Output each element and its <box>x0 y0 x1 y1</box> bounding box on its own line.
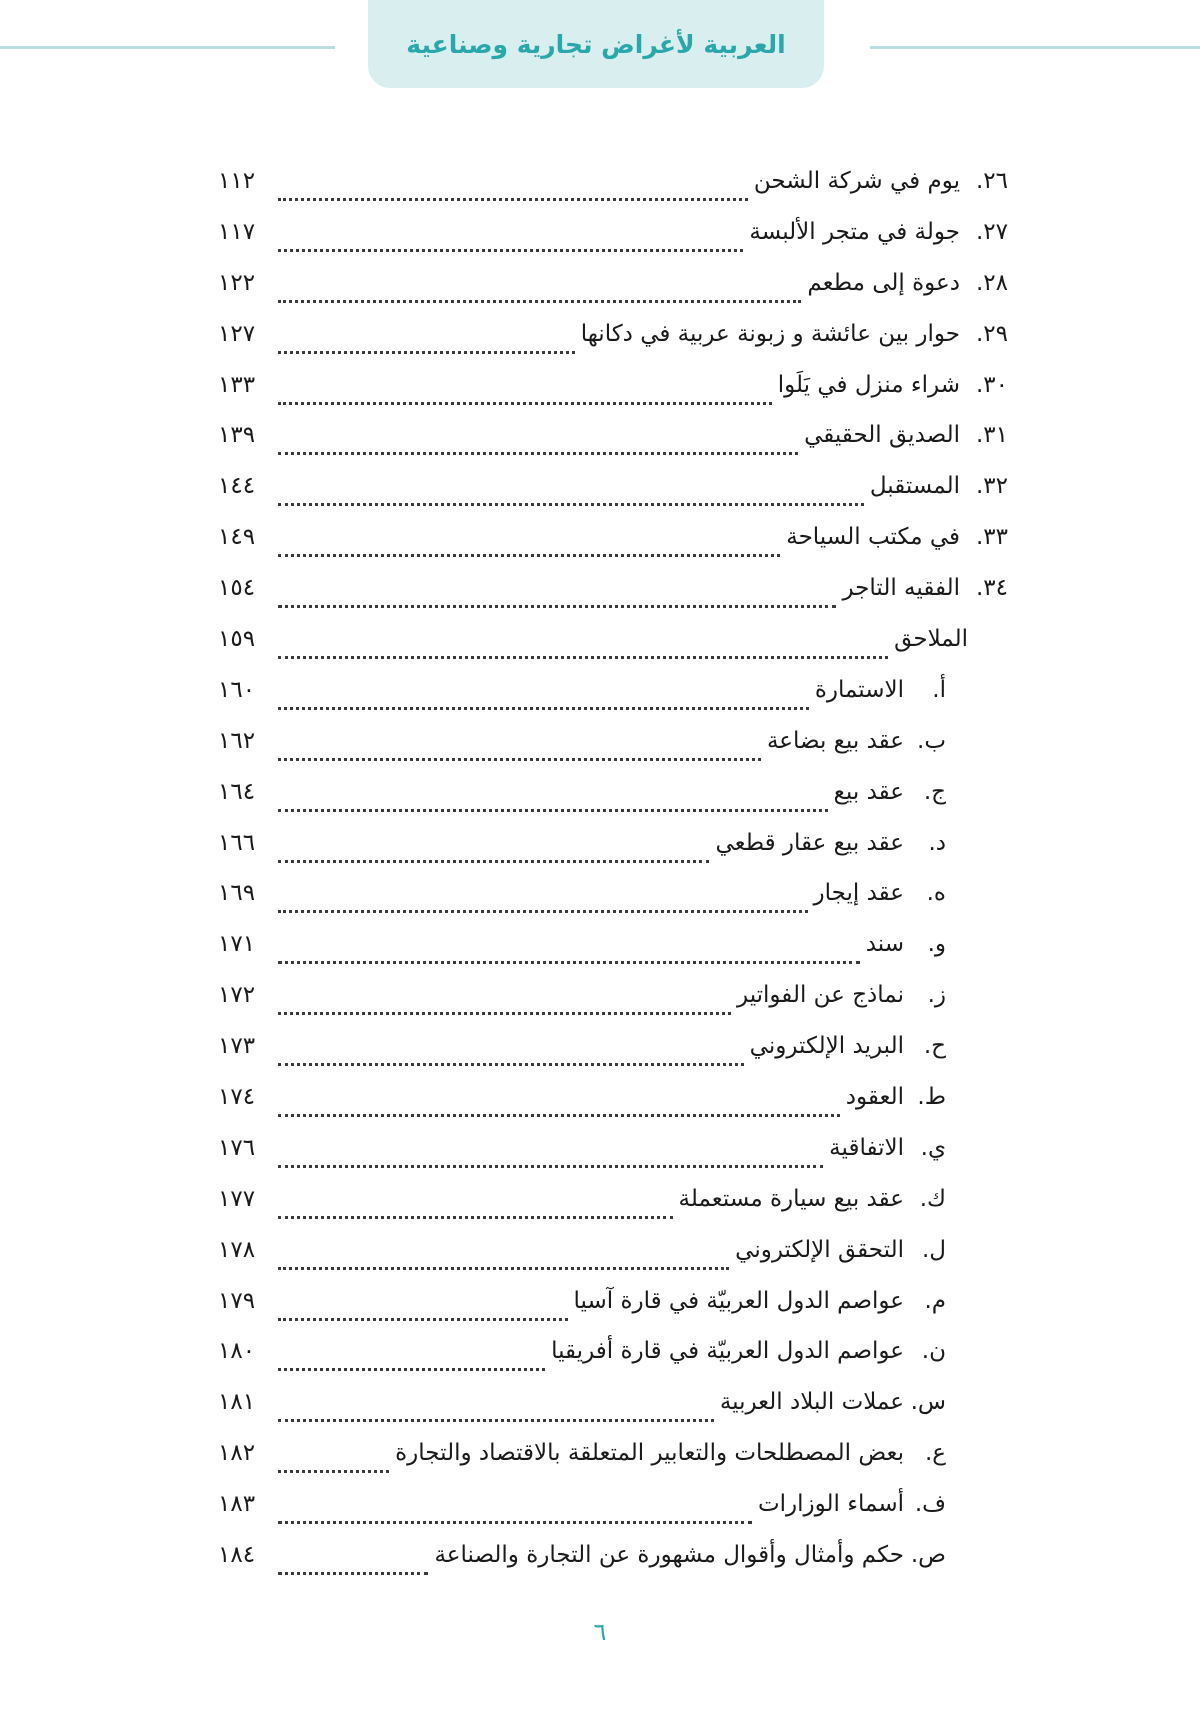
toc-entry-title: جولة في متجر الألبسة <box>749 218 960 245</box>
toc-entry[interactable] <box>218 321 1008 372</box>
toc-entry[interactable] <box>218 982 1008 1033</box>
dot-leader <box>278 1521 752 1524</box>
dot-leader <box>278 1216 673 1219</box>
dot-leader <box>278 860 709 863</box>
dot-leader <box>278 503 864 506</box>
dot-leader <box>278 452 798 455</box>
toc-entry-page: ١٧٨ <box>218 1236 256 1263</box>
dot-leader <box>278 809 828 812</box>
toc-entry[interactable] <box>218 626 1008 677</box>
toc-entry[interactable] <box>218 270 1008 321</box>
toc-entry-number: ف. <box>914 1491 946 1518</box>
toc-entry-page: ١٦٢ <box>218 727 256 754</box>
toc-entry-title: عقد بيع سيارة مستعملة <box>678 1185 904 1212</box>
toc-entry[interactable] <box>218 575 1008 626</box>
toc-entry-number: ه. <box>926 880 946 907</box>
toc-entry-page: ١٦٠ <box>218 676 256 703</box>
toc-entry-page: ١٧٢ <box>218 982 256 1009</box>
toc-entry-title: عملات البلاد العربية <box>719 1389 904 1416</box>
toc-entry-page: ١٦٦ <box>218 829 256 856</box>
toc-entry-title: دعوة إلى مطعم <box>807 269 960 296</box>
toc-entry-page: ١٨٣ <box>218 1491 256 1518</box>
toc-entry-page: ١٧٧ <box>218 1185 256 1212</box>
toc-entry[interactable] <box>218 1288 1008 1339</box>
toc-entry-title: الاتفاقية <box>829 1134 904 1161</box>
toc-entry[interactable] <box>218 1084 1008 1135</box>
dot-leader <box>278 351 575 354</box>
toc-entry[interactable] <box>218 779 1008 830</box>
dot-leader <box>278 1063 744 1066</box>
book-title: العربية لأغراض تجارية وصناعية <box>406 29 786 59</box>
toc-entry[interactable] <box>218 1135 1008 1186</box>
toc-entry[interactable] <box>218 880 1008 931</box>
toc-entry-number: ٣٤. <box>975 575 1008 602</box>
toc-entry-page: ١٨٤ <box>218 1542 256 1569</box>
toc-entry[interactable] <box>218 219 1008 270</box>
running-header <box>368 0 824 88</box>
toc-entry[interactable] <box>218 1338 1008 1389</box>
toc-entry[interactable] <box>218 1237 1008 1288</box>
toc-entry-number: ع. <box>924 1440 946 1467</box>
dot-leader <box>278 1368 545 1371</box>
toc-entry[interactable] <box>218 1491 1008 1542</box>
toc-entry-title: أسماء الوزارات <box>757 1491 904 1518</box>
toc-entry-title: حكم وأمثال وأقوال مشهورة عن التجارة والصناعة <box>434 1542 904 1569</box>
toc-entry-page: ١٥٤ <box>218 575 256 602</box>
toc-entry-number: ٣٢. <box>975 473 1008 500</box>
toc-entry-number: ك. <box>919 1185 946 1212</box>
dot-leader <box>278 605 836 608</box>
table-of-contents <box>218 168 1008 1602</box>
toc-entry-number: س. <box>910 1389 946 1416</box>
toc-entry-number: ٢٨. <box>975 269 1008 296</box>
toc-entry-page: ١٥٩ <box>218 626 256 653</box>
dot-leader <box>278 249 743 252</box>
toc-entry-number: ل. <box>921 1236 946 1263</box>
toc-entry-title: نماذج عن الفواتير <box>737 982 904 1009</box>
toc-entry[interactable] <box>218 168 1008 219</box>
toc-entry-page: ١٢٧ <box>218 320 256 347</box>
toc-entry[interactable] <box>218 677 1008 728</box>
toc-entry-page: ١٧١ <box>218 931 256 958</box>
dot-leader <box>278 1267 729 1270</box>
toc-entry[interactable] <box>218 473 1008 524</box>
toc-entry[interactable] <box>218 524 1008 575</box>
dot-leader <box>278 758 761 761</box>
toc-entry[interactable] <box>218 1186 1008 1237</box>
toc-entry-number: ٣٠. <box>975 371 1008 398</box>
toc-entry-number: أ. <box>932 676 946 703</box>
toc-entry-title: المستقبل <box>869 473 960 500</box>
toc-entry-title: عقد بيع بضاعة <box>766 727 904 754</box>
toc-entry-number: ن. <box>921 1338 946 1365</box>
toc-entry-page: ١٣٩ <box>218 422 256 449</box>
toc-entry-title: يوم في شركة الشحن <box>753 168 960 194</box>
header-rule-left <box>0 46 335 49</box>
toc-entry-page: ١٣٣ <box>218 371 256 398</box>
toc-entry-page: ١٧٤ <box>218 1084 256 1111</box>
toc-entry-title: في مكتب السياحة <box>786 524 960 551</box>
toc-entry-page: ١١٧ <box>218 218 256 245</box>
toc-entry-title: التحقق الإلكتروني <box>735 1236 904 1263</box>
dot-leader <box>278 961 860 964</box>
toc-entry-page: ١٤٩ <box>218 524 256 551</box>
toc-entry-title: الاستمارة <box>814 676 904 703</box>
toc-entry-title: الصديق الحقيقي <box>804 422 960 449</box>
toc-entry-title: العقود <box>845 1084 904 1111</box>
toc-entry-number: ح. <box>923 1033 946 1060</box>
toc-entry-page: ١١٢ <box>218 168 256 194</box>
toc-entry[interactable] <box>218 1440 1008 1491</box>
toc-entry-page: ١٧٣ <box>218 1033 256 1060</box>
toc-entry[interactable] <box>218 728 1008 779</box>
dot-leader <box>278 707 809 710</box>
toc-entry-number: ٢٧. <box>975 218 1008 245</box>
toc-entry-title: عواصم الدول العربيّة في قارة أفريقيا <box>551 1338 904 1365</box>
toc-entry-page: ١٨٢ <box>218 1440 256 1467</box>
header-rule-right <box>870 46 1200 49</box>
toc-entry-page: ١٦٩ <box>218 880 256 907</box>
toc-entry-number: ط. <box>917 1084 946 1111</box>
toc-entry-title: الملاحق <box>894 626 968 653</box>
toc-entry[interactable] <box>218 830 1008 881</box>
toc-entry-title: شراء منزل في يَلَوا <box>777 371 960 398</box>
toc-entry-title: بعض المصطلحات والتعابير المتعلقة بالاقتصاد والتجارة <box>395 1440 904 1467</box>
dot-leader <box>278 1419 714 1422</box>
toc-entry-title: حوار بين عائشة و زبونة عربية في دكانها <box>580 320 960 347</box>
toc-entry-page: ١٨١ <box>218 1389 256 1416</box>
toc-entry-page: ١٧٦ <box>218 1134 256 1161</box>
toc-entry-number: ي. <box>920 1134 946 1161</box>
dot-leader <box>278 1012 731 1015</box>
toc-entry-page: ١٧٩ <box>218 1287 256 1314</box>
toc-entry-title: البريد الإلكتروني <box>749 1033 904 1060</box>
dot-leader <box>278 656 888 659</box>
toc-entry[interactable] <box>218 931 1008 982</box>
toc-entry-page: ١٢٢ <box>218 269 256 296</box>
toc-entry-title: عقد بيع عقار قطعي <box>715 829 904 856</box>
toc-entry-title: عقد إيجار <box>813 880 904 907</box>
toc-entry-page: ١٨٠ <box>218 1338 256 1365</box>
toc-entry[interactable] <box>218 422 1008 473</box>
toc-entry-number: و. <box>927 931 946 958</box>
toc-entry[interactable] <box>218 1033 1008 1084</box>
toc-entry-number: ٢٦. <box>975 168 1008 194</box>
toc-entry-number: ٣١. <box>975 422 1008 449</box>
toc-entry-number: د. <box>928 829 946 856</box>
toc-entry[interactable] <box>218 1542 1008 1593</box>
dot-leader <box>278 554 780 557</box>
toc-entry-number: ٣٣. <box>975 524 1008 551</box>
toc-entry-number: م. <box>924 1287 946 1314</box>
dot-leader <box>278 1470 389 1473</box>
dot-leader <box>278 198 748 201</box>
toc-entry-number: ج. <box>923 778 946 805</box>
dot-leader <box>278 1114 840 1117</box>
toc-entry-number: ب. <box>917 727 946 754</box>
toc-entry-page: ١٦٤ <box>218 778 256 805</box>
toc-entry[interactable] <box>218 1389 1008 1440</box>
toc-entry-title: عواصم الدول العربيّة في قارة آسيا <box>573 1287 904 1314</box>
toc-entry-page: ١٤٤ <box>218 473 256 500</box>
toc-entry-title: الفقيه التاجر <box>842 575 960 602</box>
toc-entry-title: عقد بيع <box>833 778 904 805</box>
toc-entry-number: ٢٩. <box>975 320 1008 347</box>
dot-leader <box>278 300 801 303</box>
page-number: ٦ <box>593 1618 607 1646</box>
dot-leader <box>278 910 808 913</box>
dot-leader <box>278 1572 428 1575</box>
dot-leader <box>278 1318 568 1321</box>
toc-entry-number: ص. <box>910 1542 946 1569</box>
dot-leader <box>278 402 772 405</box>
toc-entry-title: سند <box>865 931 904 958</box>
toc-entry[interactable] <box>218 372 1008 423</box>
dot-leader <box>278 1165 823 1168</box>
toc-entry-number: ز. <box>927 982 946 1009</box>
